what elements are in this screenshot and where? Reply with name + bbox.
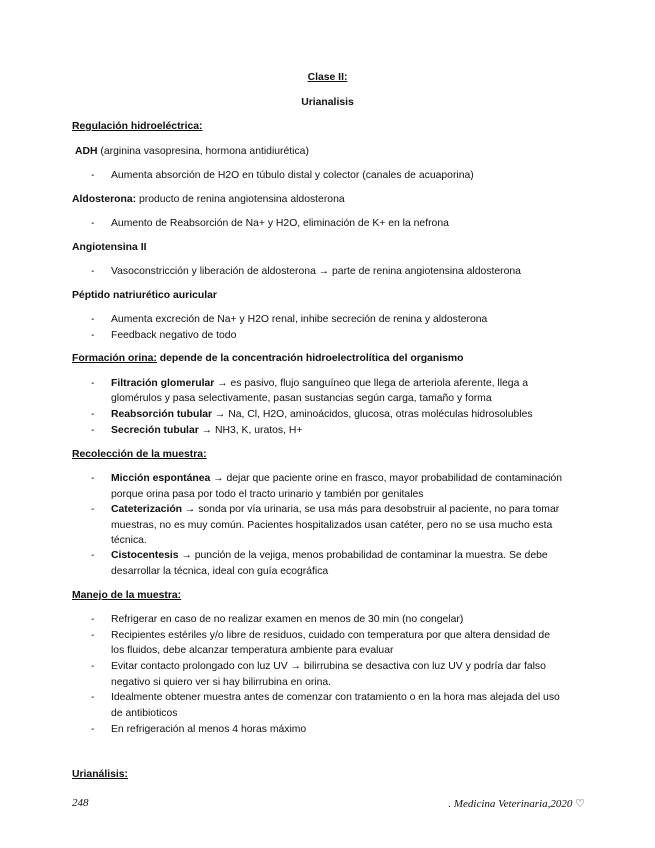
list-item xyxy=(111,473,562,484)
list-item-continued: de antibioticos xyxy=(111,708,178,719)
formacion-heading-rest: depende de la concentración hidroelectrolítica del organismo xyxy=(156,353,464,364)
list-item-continued: glomérulos y pasa selectivamente, pasan sustancias según carga, tamaño y forma xyxy=(111,393,492,404)
list-item-continued: técnica. xyxy=(111,535,147,546)
bullet-dash: - xyxy=(91,661,95,672)
list-item: Evitar contacto prolongado con luz UV → bilirrubina se desactiva con luz UV y podría dar falso xyxy=(111,661,546,672)
bullet-dash: - xyxy=(91,218,95,229)
pna-term: Péptido natriurético auricular xyxy=(72,290,217,301)
bullet-dash: - xyxy=(91,378,95,389)
list-item: Vasoconstricción y liberación de aldosterona → parte de renina angiotensina aldosterona xyxy=(111,266,521,277)
filtracion-term: Filtración glomerular xyxy=(111,378,215,389)
list-item: Aumenta excreción de Na+ y H2O renal, inhibe secreción de renina y aldosterona xyxy=(111,314,488,325)
angio-term: Angiotensina II xyxy=(72,242,147,253)
bullet-dash: - xyxy=(91,473,95,484)
cateterizacion-term: Cateterización xyxy=(111,504,183,515)
aldo-term: Aldosterona: xyxy=(72,194,137,205)
formacion-heading: Formación orina: xyxy=(72,353,157,364)
secrecion-text: → NH3, K, uratos, H+ xyxy=(198,425,303,436)
cistocentesis-text: → punción de la vejiga, menos probabilidad de contaminar la muestra. Se debe xyxy=(178,550,548,561)
list-item: Refrigerar en caso de no realizar examen en menos de 30 min (no congelar) xyxy=(111,614,464,625)
list-item-continued: porque orina pasa por todo el tracto urinario y también por genitales xyxy=(111,489,424,500)
bullet-dash: - xyxy=(91,614,95,625)
page-number: 248 xyxy=(72,797,89,809)
bullet-dash: - xyxy=(91,504,95,515)
list-item: Feedback negativo de todo xyxy=(111,330,237,341)
cateterizacion-text: → sonda por vía urinaria, se usa más para desobstruir al paciente, no para tomar xyxy=(182,504,560,515)
list-item: En refrigeración al menos 4 horas máximo xyxy=(111,724,307,735)
page-title: Clase II: xyxy=(307,72,348,83)
page-subtitle: Urianalisis xyxy=(301,97,354,108)
secrecion-term: Secreción tubular xyxy=(111,425,199,436)
bullet-dash: - xyxy=(91,550,95,561)
miccion-term: Micción espontánea xyxy=(111,473,211,484)
adh-desc: (arginina vasopresina, hormona antidiurética) xyxy=(97,146,309,157)
list-item-continued: los fluidos, debe alcanzar temperatura ambiente para evaluar xyxy=(111,645,394,656)
list-item-continued: muestras, no es muy común. Pacientes hospitalizados usan catéter, pero no se usa mucho esta xyxy=(111,520,553,531)
section-heading-formacion xyxy=(72,353,463,364)
list-item xyxy=(111,378,528,389)
list-item xyxy=(111,425,302,436)
adh-line xyxy=(75,146,309,157)
list-item: Idealmente obtener muestra antes de comenzar con tratamiento o en la hora mas alejada del uso xyxy=(111,692,560,703)
reabsorcion-text: → Na, Cl, H2O, aminoácidos, glucosa, otras moléculas hidrosolubles xyxy=(212,409,533,420)
cistocentesis-term: Cistocentesis xyxy=(111,550,179,561)
list-item: Aumenta absorción de H2O en túbulo distal y colector (canales de acuaporina) xyxy=(111,170,474,181)
bullet-dash: - xyxy=(91,692,95,703)
footer-right: . Medicina Veterinaria,2020 ♡ xyxy=(448,798,585,810)
list-item xyxy=(111,550,548,561)
section-heading-urianalisis: Urianálisis: xyxy=(72,769,129,780)
list-item xyxy=(111,504,559,515)
list-item-continued: desarrollar la técnica, ideal con guía ecográfica xyxy=(111,566,329,577)
list-item: Recipientes estériles y/o libre de residuos, cuidado con temperatura por que altera densidad de xyxy=(111,630,550,641)
bullet-dash: - xyxy=(91,724,95,735)
adh-term: ADH xyxy=(75,146,98,157)
miccion-text: → dejar que paciente orine en frasco, mayor probabilidad de contaminación xyxy=(210,473,563,484)
reabsorcion-term: Reabsorción tubular xyxy=(111,409,213,420)
bullet-dash: - xyxy=(91,330,95,341)
aldo-desc: producto de renina angiotensina aldosterona xyxy=(136,194,345,205)
bullet-dash: - xyxy=(91,314,95,325)
list-item-continued: negativo si quiero ver si hay bilirrubina en orina. xyxy=(111,677,332,688)
section-heading-recoleccion: Recolección de la muestra: xyxy=(72,449,207,460)
bullet-dash: - xyxy=(91,409,95,420)
section-heading-regulacion: Regulación hidroeléctrica: xyxy=(72,121,203,132)
bullet-dash: - xyxy=(91,425,95,436)
bullet-dash: - xyxy=(91,266,95,277)
list-item xyxy=(111,409,533,420)
aldo-line xyxy=(72,194,345,205)
section-heading-manejo: Manejo de la muestra: xyxy=(72,590,182,601)
list-item: Aumento de Reabsorción de Na+ y H2O, eliminación de K+ en la nefrona xyxy=(111,218,449,229)
bullet-dash: - xyxy=(91,170,95,181)
filtracion-text: → es pasivo, flujo sanguíneo que llega de arteriola aferente, llega a xyxy=(214,378,529,389)
bullet-dash: - xyxy=(91,630,95,641)
